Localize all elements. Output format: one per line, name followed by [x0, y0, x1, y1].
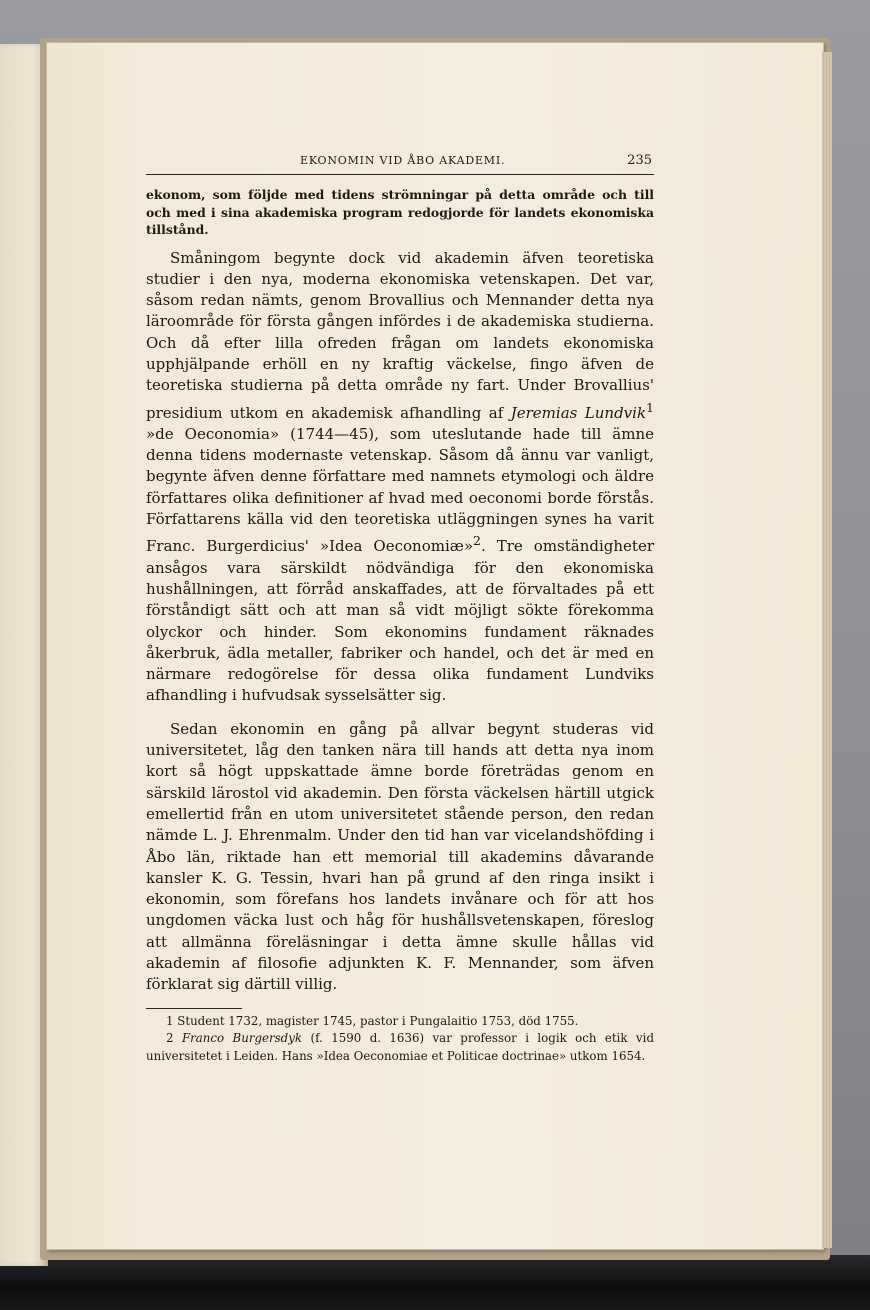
paragraph-text: . Tre omständigheter ansågos vara särskildt nödvändiga för den ekonomiska hushållningen, att förråd anskaffades, att de förvaltades på ett förståndigt sätt och att man så vidt möjligt sökte förekomma olyckor och hinder. Som ekonomins fundament räknades åkerbruk, ädla metaller, fabriker och handel, och det är med en närmare redogörelse för dessa olika fundament Lundviks afhandling i hufvudsak sysselsätter sig. [146, 537, 655, 705]
footnote-text: Student 1732, magister 1745, pastor i Pungalaitio 1753, död 1755. [177, 1013, 579, 1028]
footnote-number: 1 [166, 1013, 174, 1028]
footnote-text: (f. 1590 d. 1636) var professor i logik och etik vid universitetet i Leiden. Hans »Idea Oeconomiae et Politicae doctrinae» utkom 1654. [146, 1031, 654, 1063]
page-fore-edge [822, 52, 832, 1248]
footnote-name: Franco Burgersdyk [181, 1031, 303, 1046]
footnote-marker: 2 [473, 533, 481, 549]
footnote-1 [146, 1013, 654, 1031]
paragraph-lärostol: Sedan ekonomin en gång på allvar begynt studeras vid universitetet, låg den tanken nära till hands att detta nya inom kort så högt uppskattade ämne borde företrädas genom en särskild lärostol vid akademin. Den första väckelsen härtill utgick emellertid från en utom universitetet stående person, den redan nämde L. J. Ehrenmalm. Under den tid han var vicelandshöfding i Åbo län, riktade han ett memorial till akademins dåvarande kansler K. G. Tessin, hvari han på grund af den ringa insikt i ekonomin, som förefans hos landets invånare och för att hos ungdomen väcka lust och håg för hushållsvetenskapen, föreslog att allmänna föreläsningar i detta ämne skulle hållas vid akademin af filosofie adjunkten K. F. Mennander, som äfven förklarat sig därtill villig. [146, 719, 654, 994]
footnote-marker: 1 [646, 399, 654, 415]
paragraph-text: Småningom begynte dock vid akademin äfven teoretiska studier i den nya, moderna ekonomiska vetenskapen. Det var, såsom redan nämts, genom Brovallius och Mennander detta nya läroområde för första gången infördes i de akademiska studierna. Och då efter lilla ofreden frågan om landets ekonomiska upphjälpande erhöll en ny kraftig väckelse, fingo äfven de teoretiska studierna på detta område ny fart. Under Brovallius' presidium utkom en akademisk afhandling af [146, 248, 654, 422]
footnote-divider [146, 1008, 242, 1009]
running-header [146, 150, 654, 175]
page-number: 235 [627, 153, 652, 168]
continued-paragraph: ekonom, som följde med tidens strömningar på detta område och till och med i sina akademiska program redogjorde för landets ekonomiska tillstånd. [146, 187, 654, 237]
footnote-number: 2 [166, 1031, 174, 1046]
scan-bottom-shadow [0, 1255, 870, 1310]
main-text [146, 186, 654, 1065]
paragraph-text: »de Oeconomia» (1744—45), som uteslutande hade till ämne denna tidens modernaste vetenskap. Såsom då ännu var vanligt, begynte äfven denne författare med namnets etymologi och äldre författares olika definitioner af hvad med oeconomi borde förstås. Författarens källa vid den teoretiska utläggningen synes ha varit Franc. Burgerdicius' »Idea Oeconomiæ» [146, 424, 654, 556]
paragraph-lundvik [146, 248, 654, 707]
author-name: Jeremias Lundvik [510, 403, 647, 422]
footnote-2 [146, 1030, 654, 1065]
running-title: EKONOMIN VID ÅBO AKADEMI. [300, 154, 506, 167]
